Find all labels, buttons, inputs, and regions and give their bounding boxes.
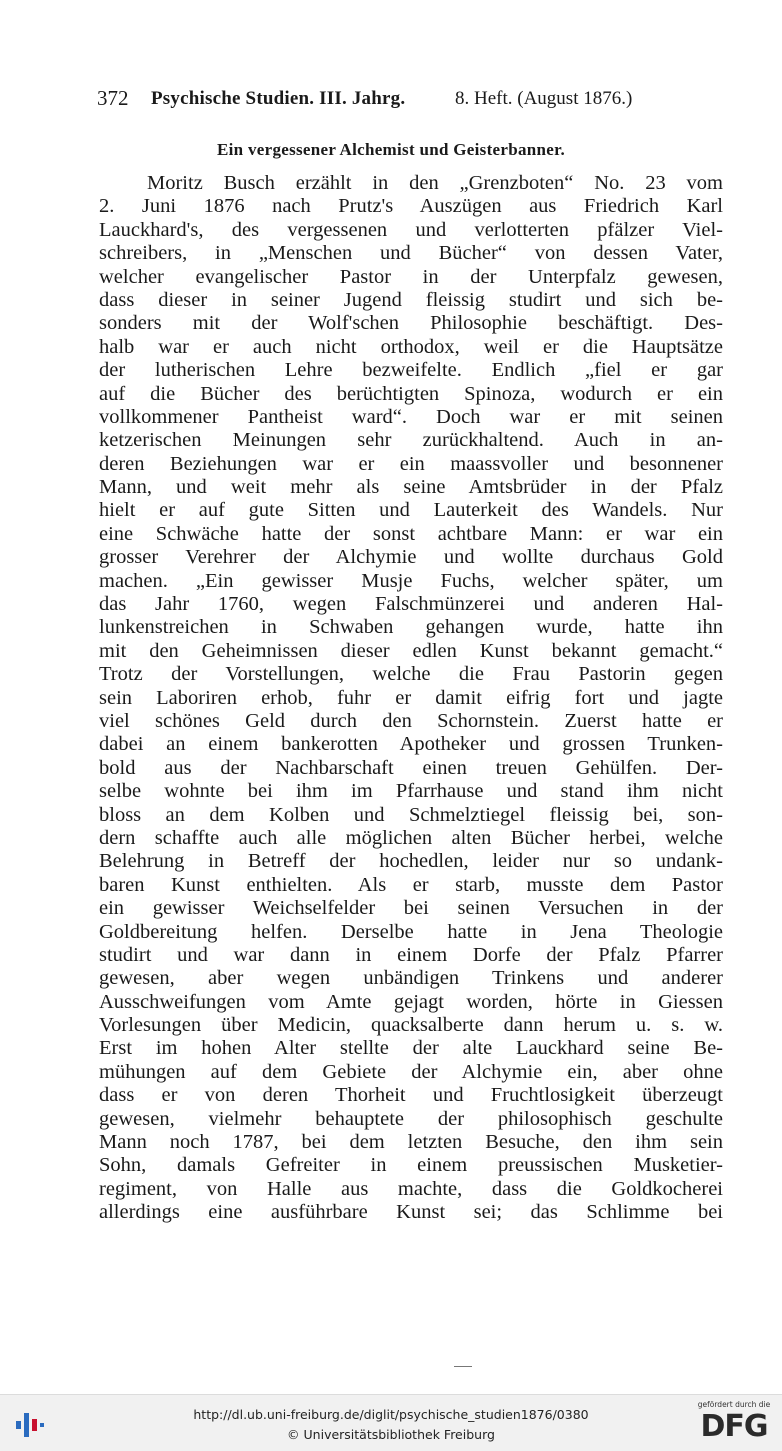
dfg-logo[interactable]: DFG [700,1409,768,1444]
page-header [97,86,687,118]
text-line: Mann noch 1787, bei dem letzten Besuche, den ihm sein [99,1131,723,1154]
text-line: viel schönes Geld durch den Schornstein. Zuerst hatte er [99,709,723,732]
copyright-notice: © Universitätsbibliothek Freiburg [287,1427,495,1442]
text-line: mühungen auf dem Gebiete der Alchymie ein, aber ohne [99,1060,723,1083]
text-line: grosser Verehrer der Alchymie und wollte durchaus Gold [99,546,723,569]
text-line: der lutherischen Lehre bezweifelte. Endlich „fiel er gar [99,359,723,382]
article-title: Ein vergessener Alchemist und Geisterbanner. [216,140,565,159]
text-line: schreibers, in „Menschen und Bücher“ von dessen Vater, [99,242,723,265]
text-line: Mann, und weit mehr als seine Amtsbrüder in der Pfalz [99,476,723,499]
text-line: auf die Bücher des berüchtigten Spinoza, wodurch er ein [99,382,723,405]
text-line: ein gewisser Weichselfelder bei seinen Versuchen in der [99,897,723,920]
text-line: Belehrung in Betreff der hochedlen, leider nur so undank- [99,850,723,873]
text-line: baren Kunst enthielten. Als er starb, musste dem Pastor [99,873,723,896]
permalink-url[interactable]: http://dl.ub.uni-freiburg.de/diglit/psychische_studien1876/0380 [193,1407,589,1422]
viewer-footer [0,1394,782,1451]
article-body [99,172,723,1225]
text-line: vollkommener Pantheist ward“. Doch war er mit seinen [99,405,723,428]
text-line: hielt er auf gute Sitten und Lauterkeit des Wandels. Nur [99,499,723,522]
text-line: Vorlesungen über Medicin, quacksalberte dann herum u. s. w. [99,1014,723,1037]
running-title: Psychische Studien. III. Jahrg. [151,88,406,109]
issue-info: 8. Heft. (August 1876.) [455,88,633,109]
text-line: dabei an einem bankerotten Apotheker und grossen Trunken- [99,733,723,756]
text-line: das Jahr 1760, wegen Falschmünzerei und anderen Hal- [99,593,723,616]
text-line: bloss an dem Kolben und Schmelztiegel fleissig bei, son- [99,803,723,826]
text-line: eine Schwäche hatte der sonst achtbare Mann: er war ein [99,522,723,545]
text-line: Erst im hohen Alter stellte der alte Lauckhard seine Be- [99,1037,723,1060]
page-number: 372 [97,86,129,110]
text-line: welcher evangelischer Pastor in der Unterpfalz gewesen, [99,265,723,288]
text-line: regiment, von Halle aus machte, dass die Goldkocherei [99,1177,723,1200]
text-line: ketzerischen Meinungen sehr zurückhaltend. Auch in an- [99,429,723,452]
dfg-funding-note: gefördert durch die [697,1400,771,1409]
text-line: sein Laboriren erhob, fuhr er damit eifrig fort und jagte [99,686,723,709]
text-line: lunkenstreichen in Schwaben gehangen wurde, hatte ihn [99,616,723,639]
text-line: sonders mit der Wolf'schen Philosophie beschäftigt. Des- [99,312,723,335]
text-line: Sohn, damals Gefreiter in einem preussischen Musketier- [99,1154,723,1177]
text-line: studirt und war dann in einem Dorfe der Pfalz Pfarrer [99,943,723,966]
text-line: mit den Geheimnissen dieser edlen Kunst bekannt gemacht.“ [99,639,723,662]
text-line: dern schaffte auch alle möglichen alten Bücher herbei, welche [99,826,723,849]
text-line: Ausschweifungen vom Amte gejagt worden, hörte in Giessen [99,990,723,1013]
text-line: bold aus der Nachbarschaft einen treuen Gehülfen. Der- [99,756,723,779]
text-line: machen. „Ein gewisser Musje Fuchs, welcher später, um [99,569,723,592]
text-line: dass dieser in seiner Jugend fleissig studirt und sich be- [99,288,723,311]
text-line: allerdings eine ausführbare Kunst sei; das Schlimme bei [99,1201,723,1224]
text-line: Goldbereitung helfen. Derselbe hatte in Jena Theologie [99,920,723,943]
text-line: dass er von deren Thorheit und Fruchtlosigkeit überzeugt [99,1084,723,1107]
text-line: gewesen, vielmehr behauptete der philosophisch geschulte [99,1107,723,1130]
text-line: deren Beziehungen war er ein maassvoller und besonnener [99,452,723,475]
text-line: Lauckhard's, des vergessenen und verlotterten pfälzer Viel- [99,218,723,241]
text-line: gewesen, aber wegen unbändigen Trinkens und anderer [99,967,723,990]
text-line: Moritz Busch erzählt in den „Grenzboten“ No. 23 vom [147,172,723,194]
text-line: halb war er auch nicht orthodox, weil er die Hauptsätze [99,335,723,358]
page-end-mark [454,1366,472,1367]
text-line: 2. Juni 1876 nach Prutz's Auszügen aus Friedrich Karl [99,195,723,218]
text-line: selbe wohnte bei ihm im Pfarrhause und stand ihm nicht [99,780,723,803]
text-line: Trotz der Vorstellungen, welche die Frau Pastorin gegen [99,663,723,686]
